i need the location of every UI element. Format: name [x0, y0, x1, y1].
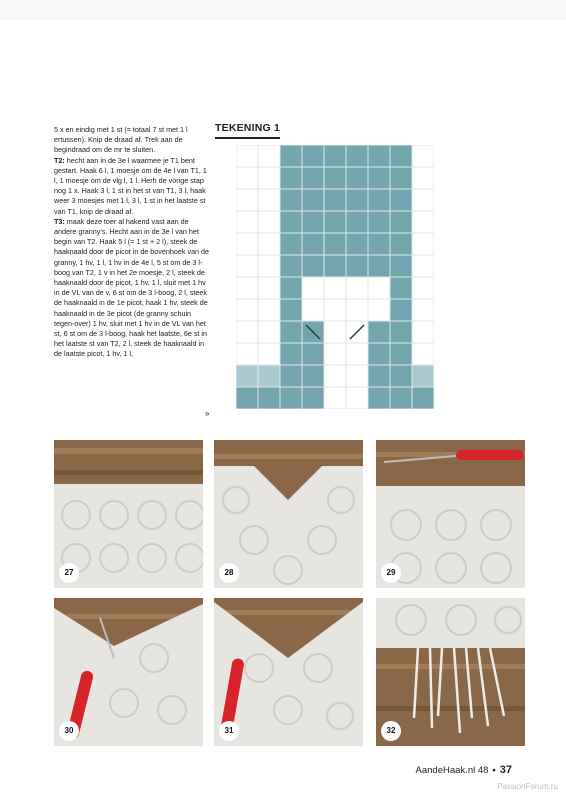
chart-cell [280, 167, 302, 189]
chart-cell [236, 145, 258, 167]
chart-cell [258, 189, 280, 211]
chart-cell [412, 233, 434, 255]
chart-cell [346, 189, 368, 211]
chart-cell [412, 365, 434, 387]
chart-cell [324, 145, 346, 167]
chart-cell [324, 167, 346, 189]
photo-number-29: 29 [381, 563, 401, 583]
chart-cell [258, 277, 280, 299]
chart-cell [324, 387, 346, 409]
chart-cell [236, 189, 258, 211]
footer-site: AandeHaak.nl 48 [415, 765, 489, 776]
chart-cell [302, 211, 324, 233]
chart-cell [258, 365, 280, 387]
chart-cell [302, 277, 324, 299]
chart-cell [368, 365, 390, 387]
chart-cell [324, 255, 346, 277]
chart-cell [412, 299, 434, 321]
photo-number-31: 31 [219, 721, 239, 741]
chart-cell [258, 343, 280, 365]
chart-cell [346, 277, 368, 299]
chart-cell [280, 233, 302, 255]
chart-cell [280, 343, 302, 365]
photo-32 [376, 598, 525, 746]
chart-cell [324, 277, 346, 299]
chart-cell [236, 321, 258, 343]
chart-cell [390, 387, 412, 409]
chart-cell [346, 145, 368, 167]
chart-cell [302, 343, 324, 365]
chart-cell [280, 299, 302, 321]
chart-cell [236, 387, 258, 409]
chart-cell [324, 211, 346, 233]
figure-title: TEKENING 1 [215, 122, 281, 134]
chart-cell [258, 167, 280, 189]
photo-number-32: 32 [381, 721, 401, 741]
chart-cell [280, 387, 302, 409]
chart-cell [236, 365, 258, 387]
chart-cell [280, 189, 302, 211]
chart-cell [390, 189, 412, 211]
top-band [0, 0, 566, 20]
chart-cell [236, 343, 258, 365]
pattern-instructions [54, 125, 212, 360]
chart-cell [258, 321, 280, 343]
chart-cell [368, 167, 390, 189]
chart-cell [368, 189, 390, 211]
chart-cell [302, 145, 324, 167]
chart-cell [390, 299, 412, 321]
chart-cell [236, 167, 258, 189]
chart-cell [368, 321, 390, 343]
photo-number-27: 27 [59, 563, 79, 583]
chart-cell [236, 277, 258, 299]
footer-dot: • [492, 765, 496, 776]
photo-29 [376, 440, 525, 588]
chart-cell [368, 277, 390, 299]
chart-cell [324, 299, 346, 321]
chart-cell [412, 387, 434, 409]
chart-cell [412, 211, 434, 233]
chart-cell [280, 321, 302, 343]
chart-cell [302, 365, 324, 387]
chart-cell [302, 233, 324, 255]
chart-cell [390, 145, 412, 167]
chart-cell [368, 255, 390, 277]
chart-cell [390, 233, 412, 255]
chart-cell [302, 299, 324, 321]
chart-cell [258, 299, 280, 321]
round-text-t3: maak deze toer al hakend vast aan de andere granny's. Hecht aan in de 3e l van het begin van T2. Haak 5 l (= 1 st + 2 l), steek de haaknaald door de picot in de bovenhoek van de granny, 1 hv, 1 l, 1 hv in de 4e l, 5 st om de 3 l-boog van T2, 1 v in het 2e moesje, 2 l, steek de haaknaald door de picot, 1 hv, 1 l, sluit met 1 hv in de VL van de v, 6 st om de 3 l-boog, 2 l, steek de haaknaald in de 1e picot, haak 1 hv, steek de haaknaald in de 3e picot (de granny schuin tegen-over) 1 hv, sluit met 1 hv in de VL van het st, 6 st om de 3 l-boog, haak het laatste, 6e st in het laatste st van T2, 2 l, steek de haaknaald in de laatste picot, 1 hv, 1 l, [54, 216, 210, 359]
chart-cell [280, 365, 302, 387]
chart-cell [324, 343, 346, 365]
chart-cell [302, 189, 324, 211]
chart-cell [324, 233, 346, 255]
photo-30 [54, 598, 203, 746]
chart-cell [412, 255, 434, 277]
chart-cell [346, 343, 368, 365]
chart-cell [412, 277, 434, 299]
page-number: 37 [499, 764, 512, 776]
photo-27 [54, 440, 203, 588]
chart-cell [258, 387, 280, 409]
chart-cell [390, 277, 412, 299]
chart-cell [324, 365, 346, 387]
photo-31 [214, 598, 363, 746]
chart-cell [236, 211, 258, 233]
chart-cell [324, 321, 346, 343]
chart-cell [346, 365, 368, 387]
chart-cell [412, 167, 434, 189]
chart-cell [390, 365, 412, 387]
chart-cell [302, 255, 324, 277]
chart-cell [412, 189, 434, 211]
instruction-paragraph-1: 5 x en eindig met 1 st (= totaal 7 st met 1 l ertussen). Knip de draad af. Trek aan de begindraad om de mr te sluiten. [54, 125, 188, 155]
photo-28 [214, 440, 363, 588]
round-text-t2: hecht aan in de 3e l waarmee je T1 bent gestart. Haak 6 l, 1 moesje om de 4e l van T1, 1 l, 1 moesje om de vlg l, 1 l. Herh de vorige stap nog 1 x. Haak 3 l, 1 st in het st van T1, 3 l, haak weer 3 moesjes met 1 l, 3 l, 1 st in het laatste st van T1, knip de draad af. [54, 155, 207, 216]
instruction-paragraph-2 [54, 156, 212, 217]
chart-cell [412, 321, 434, 343]
chart-cell [412, 145, 434, 167]
chart-cell [280, 277, 302, 299]
chart-cell [390, 167, 412, 189]
chart-cell [346, 211, 368, 233]
chart-cell [258, 211, 280, 233]
chart-cell [346, 299, 368, 321]
chart-cell [302, 167, 324, 189]
chart-cell [236, 299, 258, 321]
instruction-paragraph-3 [54, 217, 212, 360]
chart-cell [368, 343, 390, 365]
photo-number-30: 30 [59, 721, 79, 741]
chart-cell [236, 255, 258, 277]
page-footer [416, 764, 512, 776]
chart-cell [324, 189, 346, 211]
chart-cell [390, 321, 412, 343]
chart-cell [280, 145, 302, 167]
chart-cell [258, 255, 280, 277]
chart-cell [280, 255, 302, 277]
chart-cell [368, 299, 390, 321]
chart-cell [368, 211, 390, 233]
chart-cell [346, 387, 368, 409]
chart-cell [258, 145, 280, 167]
round-label-t2: T2: [54, 155, 65, 165]
figure-title-rule [215, 137, 280, 139]
continue-arrow-icon: » [205, 409, 210, 418]
chart-cell [390, 343, 412, 365]
chart-cell [302, 387, 324, 409]
chart-cell [346, 233, 368, 255]
chart-cell [280, 211, 302, 233]
chart-cell [390, 211, 412, 233]
chart-cell [390, 255, 412, 277]
chart-cell [368, 233, 390, 255]
chart-cell [368, 387, 390, 409]
round-label-t3: T3: [54, 216, 65, 226]
chart-cell [412, 343, 434, 365]
chart-cell [346, 167, 368, 189]
chart-cell [236, 233, 258, 255]
chart-cell [346, 255, 368, 277]
chart-diagram [236, 145, 434, 409]
chart-cell [258, 233, 280, 255]
watermark: PassionForum.ru [497, 782, 558, 791]
photo-number-28: 28 [219, 563, 239, 583]
chart-cell [368, 145, 390, 167]
